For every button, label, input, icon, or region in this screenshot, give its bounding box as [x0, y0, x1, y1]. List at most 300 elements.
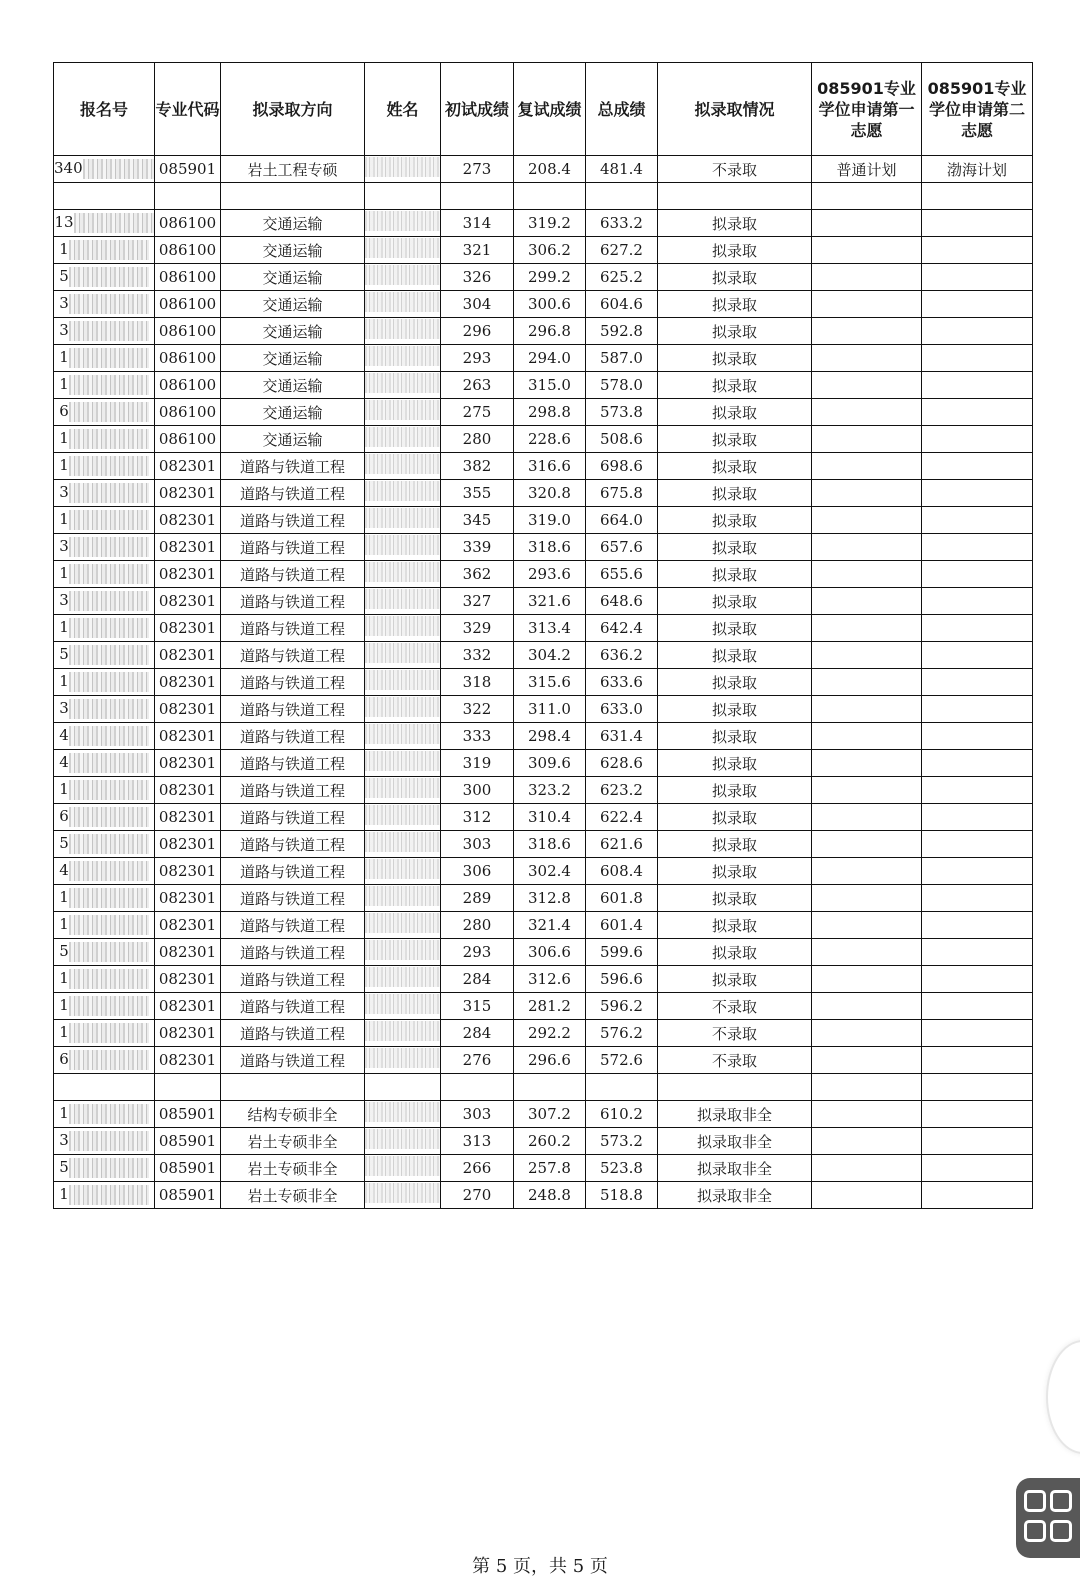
- direction-cell: 道路与铁道工程: [221, 507, 365, 534]
- redaction-mask: [365, 1183, 440, 1203]
- total-score-cell: 628.6: [586, 750, 658, 777]
- redaction-mask: [69, 1104, 149, 1124]
- redaction-mask: [69, 267, 149, 287]
- redaction-mask: [69, 1158, 149, 1178]
- major-code-cell: 082301: [155, 588, 221, 615]
- redaction-mask: [365, 157, 440, 177]
- reg-no-cell: [54, 345, 155, 372]
- status-cell: 拟录取非全: [658, 1182, 812, 1209]
- table-row: [54, 1020, 1033, 1047]
- first-choice-cell: [812, 858, 922, 885]
- second-choice-cell: [922, 291, 1033, 318]
- first-choice-cell: [812, 885, 922, 912]
- name-cell: [365, 723, 441, 750]
- redaction-mask: [69, 591, 149, 611]
- first-choice-cell: [812, 399, 922, 426]
- name-cell: [365, 372, 441, 399]
- prelim-score-cell: 280: [441, 426, 514, 453]
- table-row: [54, 291, 1033, 318]
- direction-cell: 交通运输: [221, 318, 365, 345]
- retest-score-cell: 315.0: [514, 372, 586, 399]
- retest-score-cell: 312.6: [514, 966, 586, 993]
- retest-score-cell: 318.6: [514, 534, 586, 561]
- reg-no-text: 340: [54, 159, 83, 177]
- total-score-cell: 481.4: [586, 156, 658, 183]
- second-choice-cell: [922, 1074, 1033, 1101]
- header-cell: 拟录取方向: [221, 63, 365, 156]
- retest-score-cell: 228.6: [514, 426, 586, 453]
- retest-score-cell: 307.2: [514, 1101, 586, 1128]
- reg-no-cell: [54, 696, 155, 723]
- redaction-mask: [365, 427, 440, 447]
- reg-no-text: 3: [59, 699, 69, 717]
- reg-no-text: 1: [59, 564, 69, 582]
- direction-cell: 交通运输: [221, 291, 365, 318]
- retest-score-cell: 281.2: [514, 993, 586, 1020]
- prelim-score-cell: 315: [441, 993, 514, 1020]
- total-score-cell: 655.6: [586, 561, 658, 588]
- name-cell: [365, 858, 441, 885]
- direction-cell: 道路与铁道工程: [221, 993, 365, 1020]
- major-code-cell: 086100: [155, 264, 221, 291]
- retest-score-cell: 292.2: [514, 1020, 586, 1047]
- first-choice-cell: [812, 912, 922, 939]
- status-cell: 拟录取: [658, 480, 812, 507]
- second-choice-cell: [922, 669, 1033, 696]
- name-cell: [365, 318, 441, 345]
- name-cell: [365, 237, 441, 264]
- prelim-score-cell: 266: [441, 1155, 514, 1182]
- direction-cell: 道路与铁道工程: [221, 723, 365, 750]
- total-score-cell: 633.6: [586, 669, 658, 696]
- table-row: [54, 912, 1033, 939]
- retest-score-cell: 316.6: [514, 453, 586, 480]
- retest-score-cell: 306.2: [514, 237, 586, 264]
- retest-score-cell: 304.2: [514, 642, 586, 669]
- table-row: [54, 993, 1033, 1020]
- table-header-row: [54, 63, 1033, 156]
- reg-no-text: 6: [59, 807, 69, 825]
- table-row: [54, 1047, 1033, 1074]
- major-code-cell: 086100: [155, 237, 221, 264]
- name-cell: [365, 696, 441, 723]
- retest-score-cell: 321.6: [514, 588, 586, 615]
- reg-no-cell: [54, 669, 155, 696]
- retest-score-cell: 321.4: [514, 912, 586, 939]
- status-cell: 拟录取非全: [658, 1155, 812, 1182]
- second-choice-cell: [922, 507, 1033, 534]
- major-code-cell: 082301: [155, 1047, 221, 1074]
- direction-cell: 道路与铁道工程: [221, 561, 365, 588]
- total-score-cell: 576.2: [586, 1020, 658, 1047]
- major-code-cell: 086100: [155, 210, 221, 237]
- prelim-score-cell: 289: [441, 885, 514, 912]
- redaction-mask: [365, 454, 440, 474]
- reg-no-cell: [54, 912, 155, 939]
- reg-no-text: 1: [59, 429, 69, 447]
- table-row: [54, 1128, 1033, 1155]
- reg-no-text: 1: [59, 915, 69, 933]
- retest-score-cell: 312.8: [514, 885, 586, 912]
- header-cell: 085901专业学位申请第一志愿: [812, 63, 922, 156]
- redaction-mask: [365, 481, 440, 501]
- prelim-score-cell: 293: [441, 345, 514, 372]
- prelim-score-cell: 303: [441, 1101, 514, 1128]
- second-choice-cell: [922, 966, 1033, 993]
- redaction-mask: [69, 969, 149, 989]
- redaction-mask: [69, 456, 149, 476]
- total-score-cell: [586, 1074, 658, 1101]
- reg-no-cell: [54, 1182, 155, 1209]
- redaction-mask: [69, 726, 149, 746]
- retest-score-cell: 319.2: [514, 210, 586, 237]
- status-cell: 拟录取: [658, 804, 812, 831]
- table-row: [54, 210, 1033, 237]
- status-cell: 拟录取: [658, 399, 812, 426]
- reg-no-cell: [54, 1155, 155, 1182]
- reg-no-text: 13: [54, 213, 74, 231]
- direction-cell: 交通运输: [221, 237, 365, 264]
- status-cell: 不录取: [658, 1020, 812, 1047]
- redaction-mask: [365, 643, 440, 663]
- reg-no-cell: [54, 1128, 155, 1155]
- direction-cell: 结构专硕非全: [221, 1101, 365, 1128]
- second-choice-cell: [922, 210, 1033, 237]
- direction-cell: 岩土专硕非全: [221, 1182, 365, 1209]
- direction-cell: 道路与铁道工程: [221, 642, 365, 669]
- direction-cell: 道路与铁道工程: [221, 696, 365, 723]
- first-choice-cell: [812, 183, 922, 210]
- total-score-cell: 599.6: [586, 939, 658, 966]
- table-row: [54, 831, 1033, 858]
- prelim-score-cell: 293: [441, 939, 514, 966]
- first-choice-cell: [812, 264, 922, 291]
- first-choice-cell: [812, 696, 922, 723]
- name-cell: [365, 804, 441, 831]
- redaction-mask: [365, 805, 440, 825]
- table-row: [54, 588, 1033, 615]
- total-score-cell: 675.8: [586, 480, 658, 507]
- retest-score-cell: 299.2: [514, 264, 586, 291]
- header-cell: 复试成绩: [514, 63, 586, 156]
- redaction-mask: [365, 1021, 440, 1041]
- reg-no-text: 5: [59, 834, 69, 852]
- redaction-mask: [69, 618, 149, 638]
- direction-cell: 道路与铁道工程: [221, 588, 365, 615]
- total-score-cell: 572.6: [586, 1047, 658, 1074]
- direction-cell: [221, 183, 365, 210]
- redaction-mask: [365, 319, 440, 339]
- total-score-cell: 633.2: [586, 210, 658, 237]
- name-cell: [365, 1128, 441, 1155]
- retest-score-cell: 319.0: [514, 507, 586, 534]
- status-cell: 不录取: [658, 1047, 812, 1074]
- major-code-cell: 082301: [155, 750, 221, 777]
- prelim-score-cell: 312: [441, 804, 514, 831]
- retest-score-cell: 294.0: [514, 345, 586, 372]
- header-cell: 拟录取情况: [658, 63, 812, 156]
- table-row: [54, 480, 1033, 507]
- total-score-cell: 648.6: [586, 588, 658, 615]
- status-cell: 不录取: [658, 156, 812, 183]
- redaction-mask: [69, 564, 149, 584]
- first-choice-cell: [812, 642, 922, 669]
- redaction-mask: [69, 888, 149, 908]
- major-code-cell: 082301: [155, 561, 221, 588]
- reg-no-cell: [54, 372, 155, 399]
- redaction-mask: [365, 886, 440, 906]
- header-cell: 085901专业学位申请第二志愿: [922, 63, 1033, 156]
- first-choice-cell: [812, 453, 922, 480]
- prelim-score-cell: [441, 1074, 514, 1101]
- retest-score-cell: 309.6: [514, 750, 586, 777]
- table-row: [54, 696, 1033, 723]
- reg-no-text: 4: [59, 861, 69, 879]
- redaction-mask: [365, 994, 440, 1014]
- first-choice-cell: [812, 831, 922, 858]
- retest-score-cell: 296.8: [514, 318, 586, 345]
- table-row: [54, 237, 1033, 264]
- reg-no-text: 3: [59, 591, 69, 609]
- retest-score-cell: [514, 1074, 586, 1101]
- first-choice-cell: [812, 480, 922, 507]
- redaction-mask: [365, 1102, 440, 1122]
- reg-no-cell: [54, 210, 155, 237]
- major-code-cell: 082301: [155, 723, 221, 750]
- second-choice-cell: [922, 372, 1033, 399]
- header-cell: 总成绩: [586, 63, 658, 156]
- redaction-mask: [365, 940, 440, 960]
- table-row: [54, 453, 1033, 480]
- major-code-cell: 082301: [155, 804, 221, 831]
- direction-cell: 道路与铁道工程: [221, 777, 365, 804]
- direction-cell: 交通运输: [221, 210, 365, 237]
- redaction-mask: [69, 1050, 149, 1070]
- prelim-score-cell: 275: [441, 399, 514, 426]
- major-code-cell: 082301: [155, 858, 221, 885]
- table-row: [54, 156, 1033, 183]
- redaction-mask: [69, 1185, 149, 1205]
- first-choice-cell: [812, 1155, 922, 1182]
- retest-score-cell: 320.8: [514, 480, 586, 507]
- first-choice-cell: [812, 561, 922, 588]
- reg-no-cell: [54, 588, 155, 615]
- total-score-cell: 627.2: [586, 237, 658, 264]
- qr-code-icon[interactable]: [1016, 1478, 1080, 1558]
- direction-cell: 交通运输: [221, 372, 365, 399]
- second-choice-cell: [922, 1020, 1033, 1047]
- table-row: [54, 1101, 1033, 1128]
- table-row: [54, 264, 1033, 291]
- major-code-cell: [155, 183, 221, 210]
- table-row: [54, 777, 1033, 804]
- second-choice-cell: [922, 318, 1033, 345]
- name-cell: [365, 1020, 441, 1047]
- page-footer: 第 5 页，共 5 页: [472, 1556, 608, 1577]
- redaction-mask: [365, 1129, 440, 1149]
- major-code-cell: 082301: [155, 615, 221, 642]
- reg-no-text: 1: [59, 456, 69, 474]
- name-cell: [365, 534, 441, 561]
- reg-no-cell: [54, 642, 155, 669]
- prelim-score-cell: 355: [441, 480, 514, 507]
- redaction-mask: [365, 1048, 440, 1068]
- reg-no-cell: [54, 804, 155, 831]
- redaction-mask: [69, 483, 149, 503]
- retest-score-cell: 298.4: [514, 723, 586, 750]
- major-code-cell: 082301: [155, 831, 221, 858]
- retest-score-cell: 293.6: [514, 561, 586, 588]
- retest-score-cell: 302.4: [514, 858, 586, 885]
- reg-no-cell: [54, 507, 155, 534]
- retest-score-cell: 315.6: [514, 669, 586, 696]
- reg-no-text: 5: [59, 267, 69, 285]
- redaction-mask: [69, 1131, 149, 1151]
- reg-no-text: 3: [59, 321, 69, 339]
- retest-score-cell: 318.6: [514, 831, 586, 858]
- direction-cell: 道路与铁道工程: [221, 804, 365, 831]
- prelim-score-cell: 270: [441, 1182, 514, 1209]
- major-code-cell: 082301: [155, 966, 221, 993]
- redaction-mask: [74, 213, 154, 233]
- major-code-cell: 082301: [155, 507, 221, 534]
- redaction-mask: [69, 375, 149, 395]
- second-choice-cell: [922, 264, 1033, 291]
- prelim-score-cell: 329: [441, 615, 514, 642]
- status-cell: 拟录取: [658, 777, 812, 804]
- reg-no-cell: [54, 399, 155, 426]
- status-cell: 拟录取: [658, 237, 812, 264]
- redaction-mask: [365, 967, 440, 987]
- reg-no-text: 1: [59, 780, 69, 798]
- second-choice-cell: [922, 696, 1033, 723]
- prelim-score-cell: 284: [441, 966, 514, 993]
- table-row: [54, 939, 1033, 966]
- reg-no-cell: [54, 480, 155, 507]
- status-cell: 拟录取: [658, 534, 812, 561]
- table-row: [54, 183, 1033, 210]
- status-cell: 拟录取: [658, 588, 812, 615]
- reg-no-text: 1: [59, 969, 69, 987]
- total-score-cell: 518.8: [586, 1182, 658, 1209]
- second-choice-cell: [922, 453, 1033, 480]
- second-choice-cell: [922, 399, 1033, 426]
- first-choice-cell: [812, 669, 922, 696]
- redaction-mask: [365, 373, 440, 393]
- reg-no-text: 3: [59, 294, 69, 312]
- name-cell: [365, 183, 441, 210]
- header-cell: 专业代码: [155, 63, 221, 156]
- major-code-cell: 086100: [155, 372, 221, 399]
- table-row: [54, 561, 1033, 588]
- redaction-mask: [69, 834, 149, 854]
- status-cell: 拟录取: [658, 750, 812, 777]
- reg-no-text: 6: [59, 402, 69, 420]
- status-cell: 拟录取: [658, 831, 812, 858]
- direction-cell: 道路与铁道工程: [221, 534, 365, 561]
- redaction-mask: [365, 346, 440, 366]
- second-choice-cell: [922, 777, 1033, 804]
- total-score-cell: 604.6: [586, 291, 658, 318]
- direction-cell: 道路与铁道工程: [221, 858, 365, 885]
- redaction-mask: [69, 429, 149, 449]
- retest-score-cell: 248.8: [514, 1182, 586, 1209]
- reg-no-cell: [54, 723, 155, 750]
- major-code-cell: 085901: [155, 1182, 221, 1209]
- prelim-score-cell: 280: [441, 912, 514, 939]
- retest-score-cell: 306.6: [514, 939, 586, 966]
- reg-no-cell: [54, 885, 155, 912]
- redaction-mask: [69, 348, 149, 368]
- name-cell: [365, 291, 441, 318]
- reg-no-text: 1: [59, 672, 69, 690]
- retest-score-cell: 313.4: [514, 615, 586, 642]
- reg-no-cell: [54, 264, 155, 291]
- retest-score-cell: 323.2: [514, 777, 586, 804]
- status-cell: 拟录取: [658, 561, 812, 588]
- prelim-score-cell: 339: [441, 534, 514, 561]
- name-cell: [365, 1074, 441, 1101]
- direction-cell: 交通运输: [221, 399, 365, 426]
- total-score-cell: 621.6: [586, 831, 658, 858]
- second-choice-cell: [922, 642, 1033, 669]
- major-code-cell: 086100: [155, 291, 221, 318]
- prelim-score-cell: 321: [441, 237, 514, 264]
- second-choice-cell: [922, 804, 1033, 831]
- major-code-cell: 082301: [155, 669, 221, 696]
- prelim-score-cell: 318: [441, 669, 514, 696]
- status-cell: 拟录取: [658, 642, 812, 669]
- first-choice-cell: [812, 777, 922, 804]
- redaction-mask: [69, 537, 149, 557]
- major-code-cell: [155, 1074, 221, 1101]
- total-score-cell: 625.2: [586, 264, 658, 291]
- total-score-cell: 623.2: [586, 777, 658, 804]
- first-choice-cell: [812, 723, 922, 750]
- total-score-cell: 596.6: [586, 966, 658, 993]
- direction-cell: 道路与铁道工程: [221, 966, 365, 993]
- table-row: [54, 642, 1033, 669]
- total-score-cell: 698.6: [586, 453, 658, 480]
- status-cell: 拟录取: [658, 615, 812, 642]
- reg-no-cell: [54, 318, 155, 345]
- reg-no-text: 1: [59, 618, 69, 636]
- direction-cell: 道路与铁道工程: [221, 1020, 365, 1047]
- redaction-mask: [365, 211, 440, 231]
- name-cell: [365, 1101, 441, 1128]
- prelim-score-cell: 382: [441, 453, 514, 480]
- status-cell: 拟录取非全: [658, 1101, 812, 1128]
- reg-no-text: 1: [59, 1104, 69, 1122]
- reg-no-text: 5: [59, 942, 69, 960]
- direction-cell: 道路与铁道工程: [221, 480, 365, 507]
- redaction-mask: [365, 535, 440, 555]
- status-cell: 拟录取: [658, 858, 812, 885]
- status-cell: 拟录取: [658, 291, 812, 318]
- second-choice-cell: [922, 723, 1033, 750]
- prelim-score-cell: 300: [441, 777, 514, 804]
- major-code-cell: 086100: [155, 399, 221, 426]
- first-choice-cell: [812, 372, 922, 399]
- first-choice-cell: [812, 1101, 922, 1128]
- name-cell: [365, 939, 441, 966]
- direction-cell: [221, 1074, 365, 1101]
- reg-no-cell: [54, 1074, 155, 1101]
- redaction-mask: [365, 292, 440, 312]
- redaction-mask: [365, 697, 440, 717]
- circle-button-icon[interactable]: [1046, 1340, 1080, 1454]
- total-score-cell: 631.4: [586, 723, 658, 750]
